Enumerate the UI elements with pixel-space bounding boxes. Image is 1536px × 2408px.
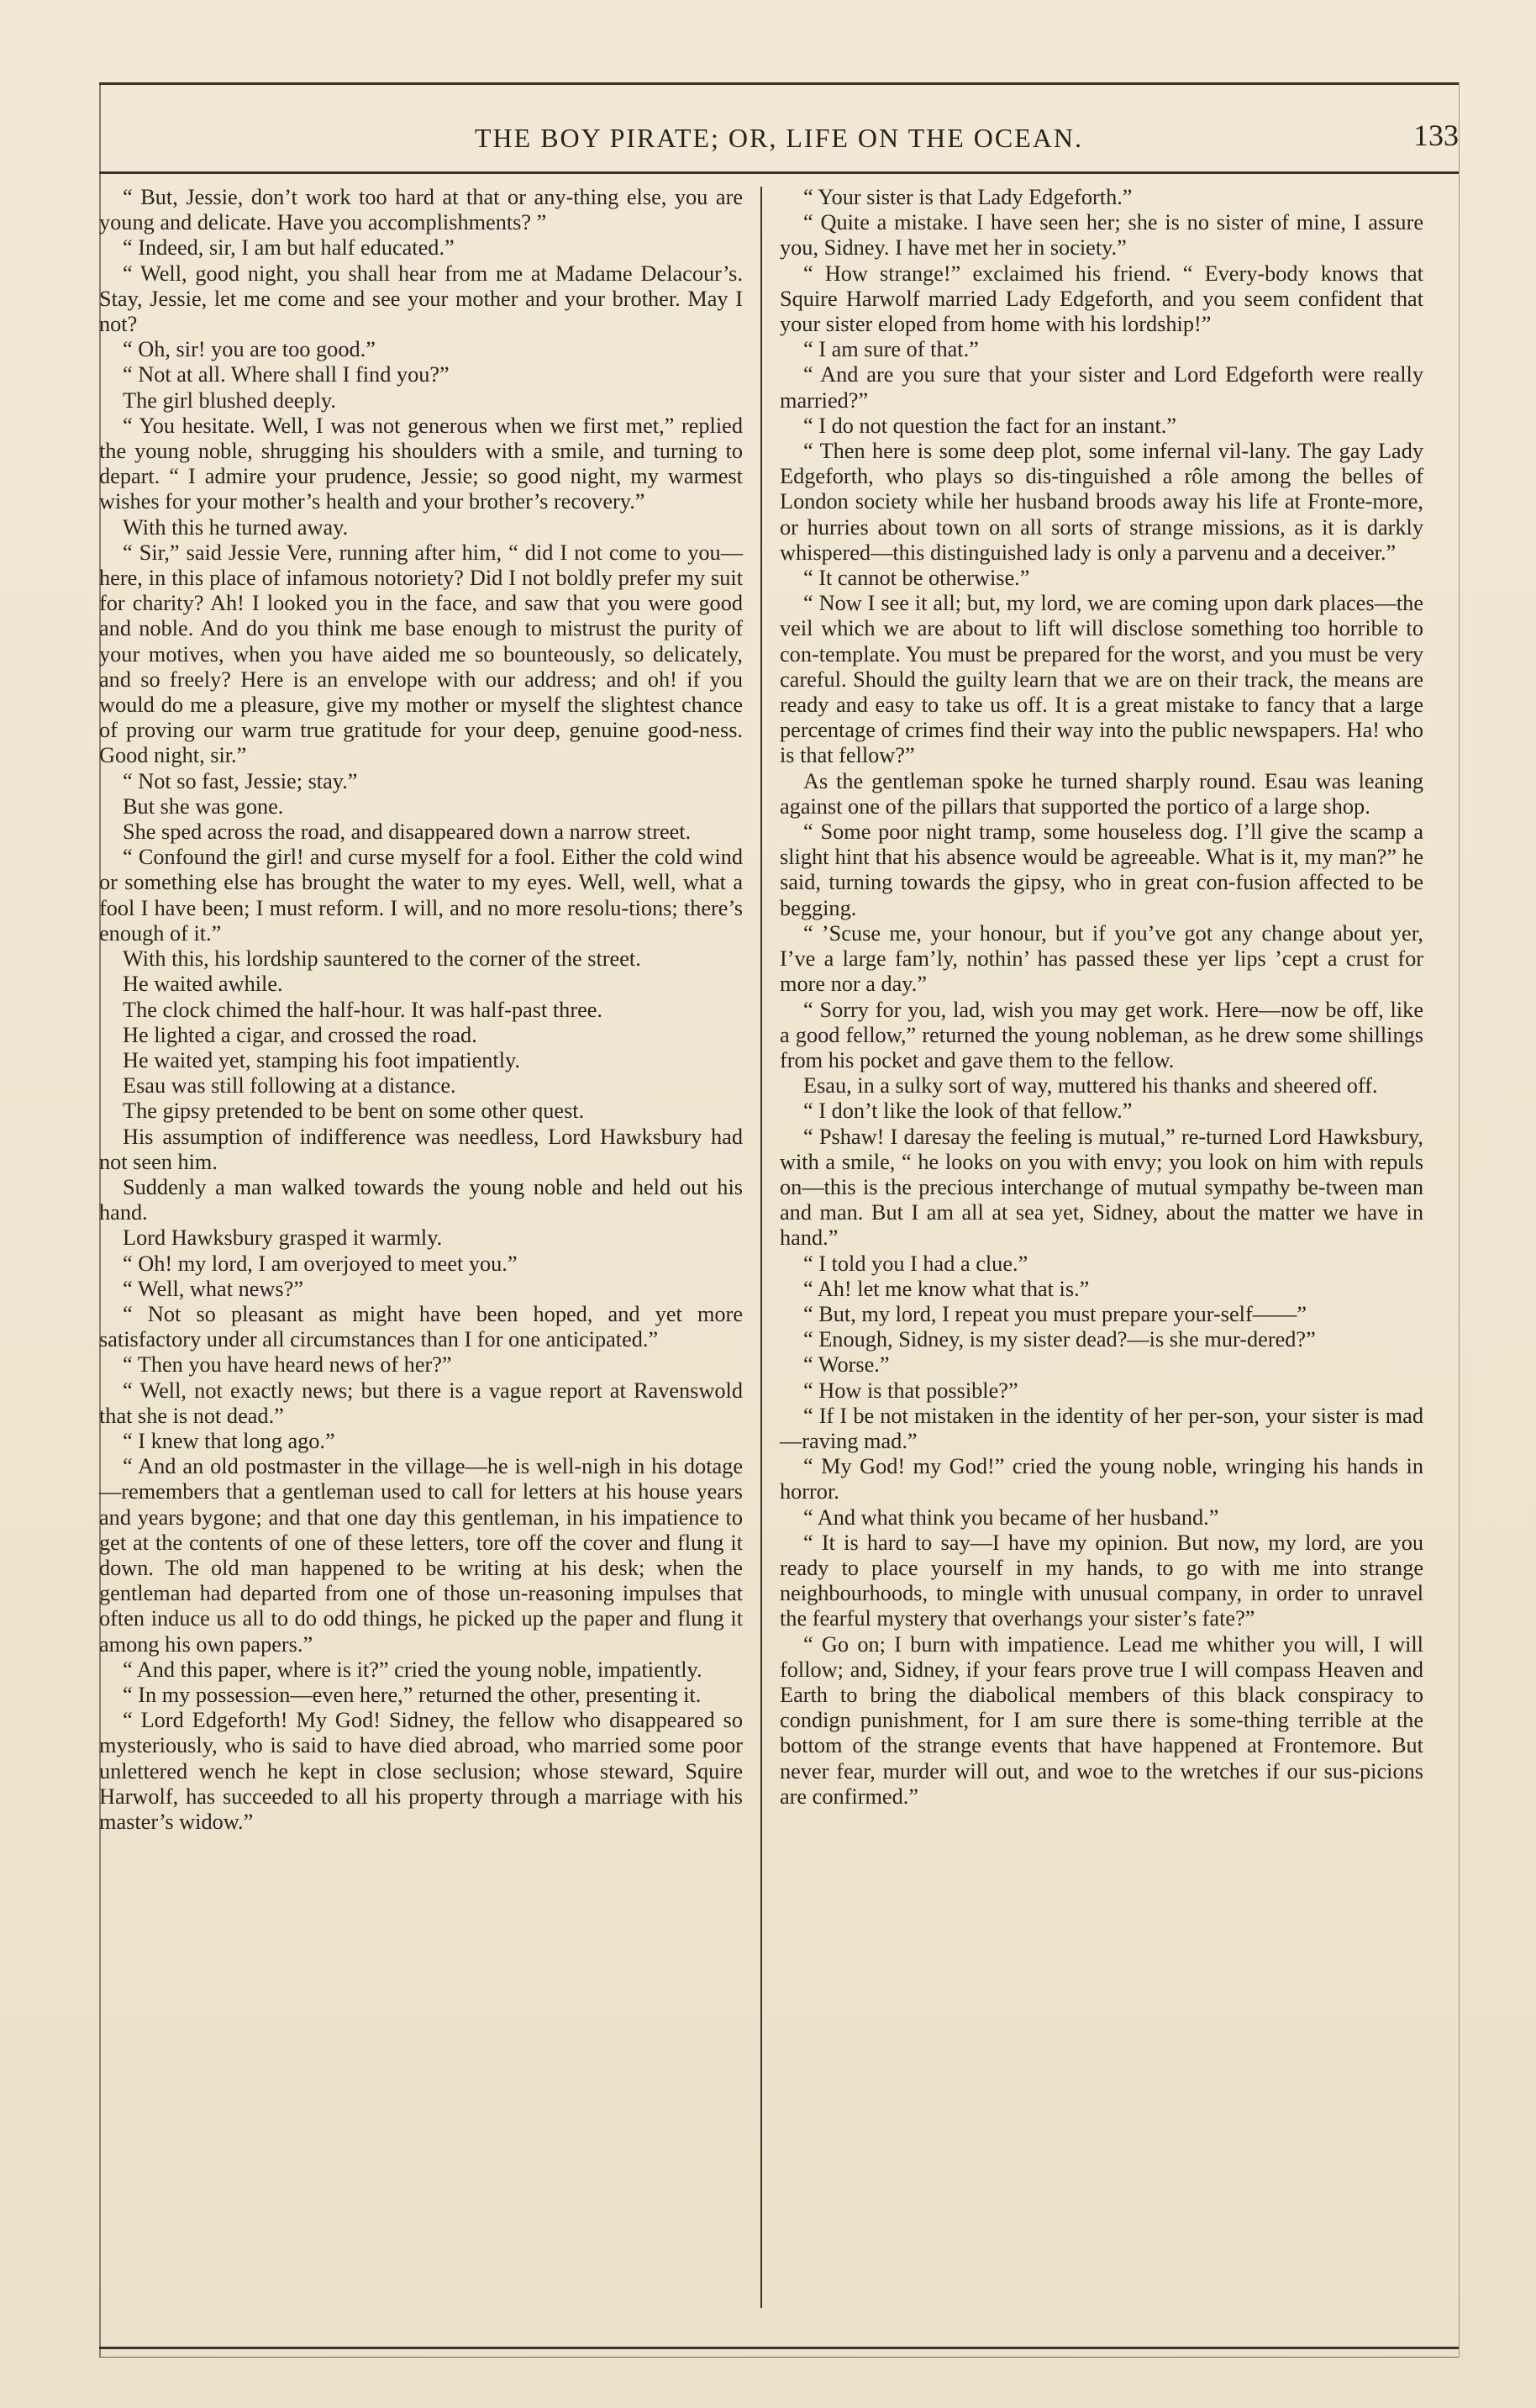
paragraph: “ In my possession—even here,” returned the other, presenting it. [123,1682,702,1707]
right-margin-line [1459,82,1460,2357]
paragraph: “ I don’t like the look of that fellow.” [803,1099,1133,1124]
paragraph: “ Well, good night, you shall hear from me at Madame Delacour’s. Stay, Jessie, let me come and see your mother and your brother. May I not? [99,261,743,337]
paragraph: “ I told you I had a clue.” [803,1251,1028,1276]
paragraph: “ Sorry for you, lad, wish you may get work. Here—now be off, like a good fellow,” returned the young nobleman, as he drew some shillings from his pocket and gave them to the fellow. [780,997,1423,1072]
paragraph: As the gentleman spoke he turned sharply round. Esau was leaning against one of the pillars that supported the portico of a large shop. [780,768,1423,819]
paragraph: “ Then you have heard news of her?” [123,1352,452,1378]
bottom-rule-thin [99,2357,1459,2358]
paragraph: “ Indeed, sir, I am but half educated.” [123,235,455,261]
paragraph: “ Quite a mistake. I have seen her; she is no sister of mine, I assure you, Sidney. I have met her in society.” [780,210,1423,261]
paragraph: “ I am sure of that.” [803,337,979,362]
paragraph: “ Not so fast, Jessie; stay.” [123,768,358,793]
paragraph: He waited yet, stamping his foot impatiently. [123,1047,521,1072]
paragraph: “ And this paper, where is it?” cried the young noble, impatiently. [123,1657,702,1682]
paragraph: “ Now I see it all; but, my lord, we are coming upon dark places—the veil which we are about to lift will disclose something too horrible to con-template. You must be prepared for the worst, and you must be very careful. Should the guilty learn that we are on their track, the means are ready and easy to take us off. It is a great mistake to fancy that a large percentage of crimes find their way into the public newspapers. Ha! who is that fellow?” [780,591,1423,768]
column-divider [760,187,762,2308]
paragraph: With this he turned away. [123,514,349,540]
top-rule [99,82,1459,85]
paragraph: “ Lord Edgeforth! My God! Sidney, the fellow who disappeared so mysteriously, who is said to have died abroad, who married some poor unlettered wench he kept in close seclusion; whose steward, Squire Harwolf, has succeeded to all his property through a marriage with his master’s widow.” [99,1708,743,1834]
paragraph: “ Oh! my lord, I am overjoyed to meet you.” [123,1251,518,1276]
paragraph: “ Go on; I burn with impatience. Lead me whither you will, I will follow; and, Sidney, if your fears prove true I will compass Heaven and Earth to bring the diabolical members of this black conspiracy to condign punishment, for I am sure there is some-thing terrible at the bottom of the strange events that have happened at Frontemore. But never fear, murder will out, and woe to the wretches if our sus-picions are confirmed.” [780,1631,1423,1809]
paragraph: “ But, Jessie, don’t work too hard at that or any-thing else, you are young and delicate. Have you accomplishments? ” [99,185,743,235]
running-title: THE BOY PIRATE; OR, LIFE ON THE OCEAN. [475,123,1083,153]
paragraph: “ Not so pleasant as might have been hoped, and yet more satisfactory under all circumstances than I for one anticipated.” [99,1301,743,1352]
paragraph: But she was gone. [123,793,284,819]
paragraph: “ I do not question the fact for an instant.” [803,413,1176,438]
paragraph: “ ’Scuse me, your honour, but if you’ve got any change about yer, I’ve a large fam’ly, nothin’ has passed these yer lips ’cept a crust for more nor a day.” [780,920,1423,997]
left-column [99,185,743,2295]
paragraph: His assumption of indifference was needless, Lord Hawksbury had not seen him. [99,1124,743,1174]
paragraph: “ Worse.” [803,1352,890,1378]
paragraph: “ It cannot be otherwise.” [803,566,1030,591]
right-column [780,185,1423,2295]
paragraph: “ You hesitate. Well, I was not generous when we first met,” replied the young noble, shrugging his shoulders with a smile, and turning to depart. “ I admire your prudence, Jessie; so good night, my warmest wishes for your mother’s health and your brother’s recovery.” [99,413,743,514]
paragraph: “ My God! my God!” cried the young noble, wringing his hands in horror. [780,1454,1423,1504]
paragraph: “ How is that possible?” [803,1378,1018,1403]
paragraph: “ Confound the girl! and curse myself for a fool. Either the cold wind or something else has brought the water to my eyes. Well, well, what a fool I have been; I must reform. I will, and no more resolu-tions; there’s enough of it.” [99,845,743,946]
paragraph: “ Oh, sir! you are too good.” [123,337,376,362]
paragraph: The clock chimed the half-hour. It was half-past three. [123,997,603,1022]
paragraph: “ And what think you became of her husband.” [803,1504,1219,1530]
header-rule [99,171,1459,174]
paragraph: “ And are you sure that your sister and Lord Edgeforth were really married?” [780,362,1423,413]
paragraph: “ It is hard to say—I have my opinion. But now, my lord, are you ready to place yourself in my hands, to go with me into strange neighbourhoods, to mingle with unusual company, in order to unravel the fearful mystery that overhangs your sister’s fate?” [780,1530,1423,1631]
paragraph: Lord Hawksbury grasped it warmly. [123,1225,443,1251]
paragraph: “ If I be not mistaken in the identity of her per-son, your sister is mad—raving mad.” [780,1403,1423,1453]
paragraph: “ Not at all. Where shall I find you?” [123,362,450,387]
paragraph: Suddenly a man walked towards the young noble and held out his hand. [99,1174,743,1225]
paragraph: “ Your sister is that Lady Edgeforth.” [803,185,1133,209]
paragraph: He lighted a cigar, and crossed the road. [123,1022,477,1047]
paragraph: He waited awhile. [123,972,283,997]
paragraph: “ Well, not exactly news; but there is a vague report at Ravenswold that she is not dead.” [99,1378,743,1428]
paragraph: The gipsy pretended to be bent on some other quest. [123,1099,585,1124]
paragraph: She sped across the road, and disappeared down a narrow street. [123,819,692,845]
page-number: 133 [1413,119,1459,152]
paragraph: “ Sir,” said Jessie Vere, running after him, “ did I not come to you—here, in this place of infamous notoriety? Did I not boldly prefer my suit for charity? Ah! I looked you in the face, and saw that you were good and noble. And do you think me base enough to mistrust the purity of your motives, when you have aided me so bounteously, so delicately, and so freely? Here is an envelope with our address; and oh! if you would do me a pleasure, give my mother or myself the slightest chance of proving our warm true gratitude for your deep, genuine good-ness. Good night, sir.” [99,540,743,768]
paragraph: Esau was still following at a distance. [123,1073,456,1099]
paragraph: Esau, in a sulky sort of way, muttered his thanks and sheered off. [803,1073,1378,1099]
paragraph: “ Well, what news?” [123,1276,303,1301]
paragraph: “ Enough, Sidney, is my sister dead?—is she mur-dered?” [803,1327,1316,1352]
paragraph: “ But, my lord, I repeat you must prepare your-self——” [803,1301,1307,1326]
bottom-rule [99,2347,1459,2349]
paragraph: “ Pshaw! I daresay the feeling is mutual,” re-turned Lord Hawksbury, with a smile, “ he looks on you with envy; you look on him with repuls on—this is the precious interchange of mutual sympathy be-tween man and man. But I am all at sea yet, Sidney, about the matter we have in hand.” [780,1124,1423,1251]
paragraph: “ How strange!” exclaimed his friend. “ Every-body knows that Squire Harwolf married Lady Edgeforth, and you seem confident that your sister eloped from home with his lordship!” [780,261,1423,337]
paragraph: “ Ah! let me know what that is.” [803,1276,1090,1301]
paragraph: “ Then here is some deep plot, some infernal vil-lany. The gay Lady Edgeforth, who plays so dis-tinguished a rôle among the belles of London society while her husband broods away his life at Fronte-more, or hurries about town on all sorts of strange missions, as it is darkly whispered—this distinguished lady is only a parvenu and a deceiver.” [780,439,1423,565]
paragraph: The girl blushed deeply. [123,387,336,413]
paragraph: “ And an old postmaster in the village—he is well-nigh in his dotage—remembers that a gentleman used to call for letters at his house years and years bygone; and that one day this gentleman, in his impatience to get at the contents of one of these letters, tore off the cover and flung it down. The old man happened to be writing at his desk; when the gentleman had departed from one of those un-reasoning impulses that often induce us all to do odd things, he picked up the paper and flung it among his own papers.” [99,1454,743,1657]
paragraph: “ I knew that long ago.” [123,1428,335,1453]
paragraph: With this, his lordship sauntered to the corner of the street. [123,946,641,972]
paragraph: “ Some poor night tramp, some houseless dog. I’ll give the scamp a slight hint that his absence would be agreeable. What is it, my man?” he said, turning towards the gipsy, who in great con-fusion affected to be begging. [780,819,1423,920]
